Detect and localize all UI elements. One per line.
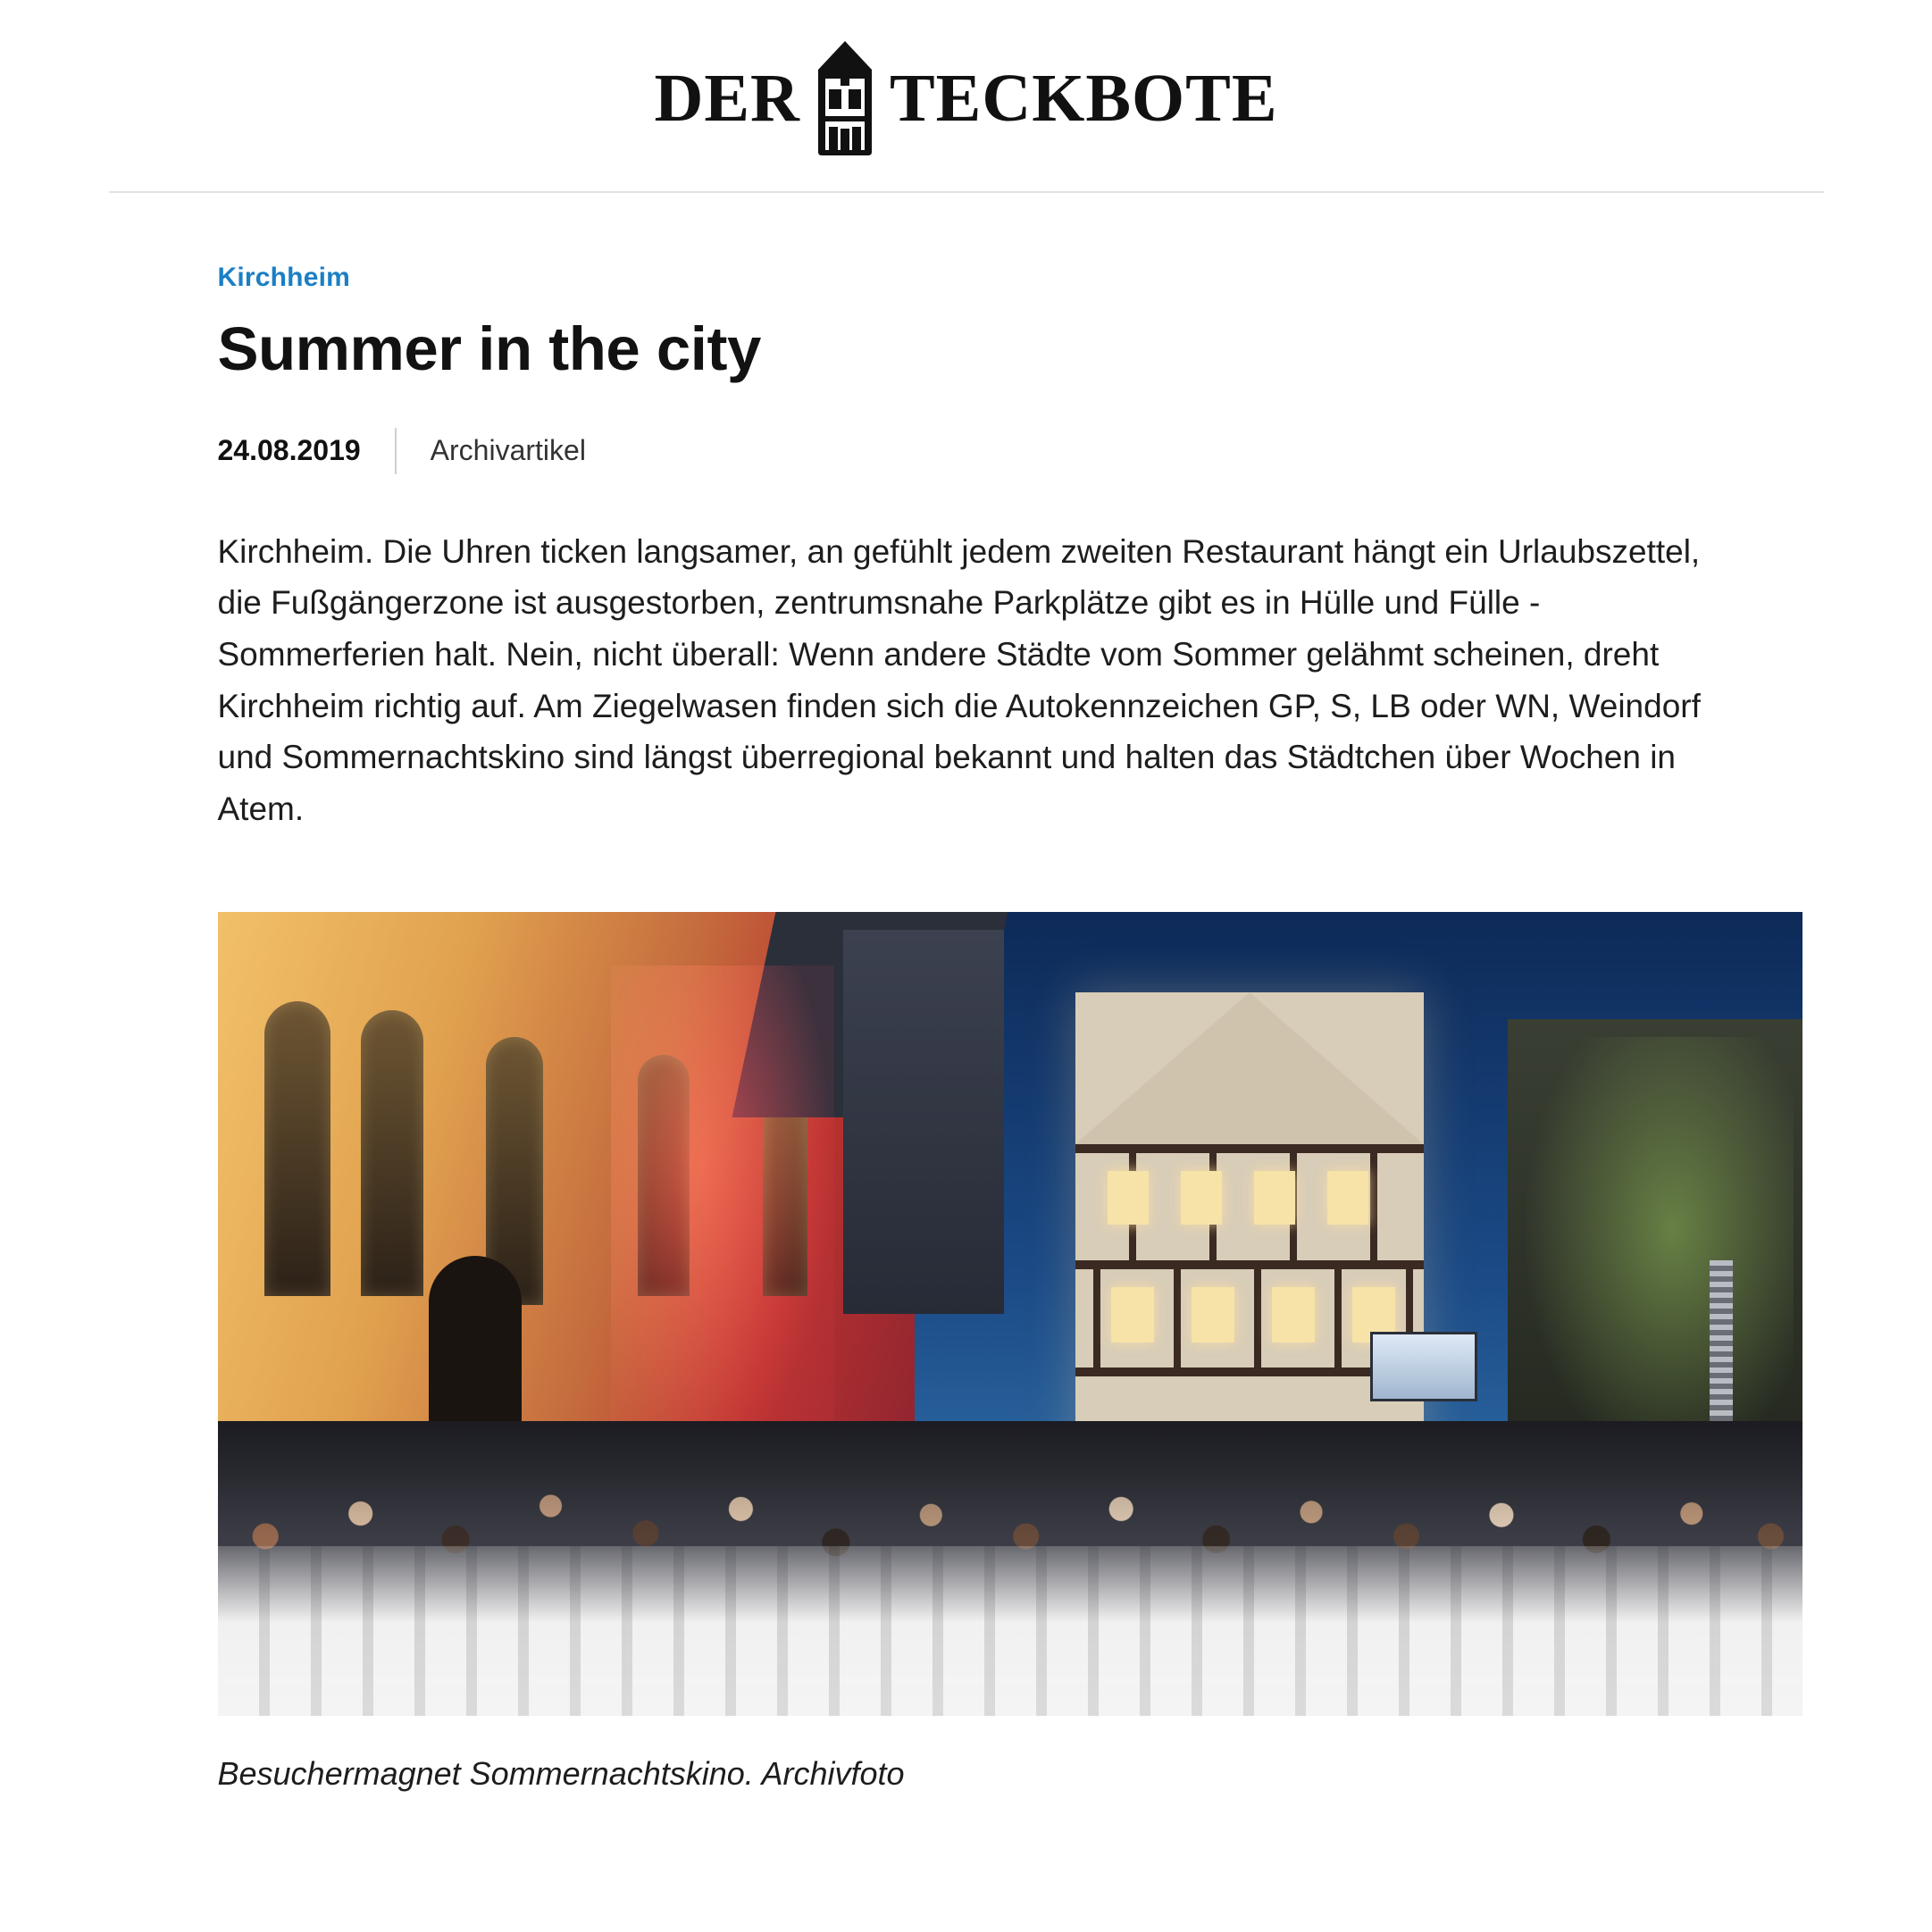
article-meta: [218, 428, 1715, 474]
meta-divider: [395, 428, 397, 474]
article-kicker-location[interactable]: Kirchheim: [217, 263, 351, 292]
photo-house-gable: [1075, 992, 1424, 1144]
house-window: [1181, 1171, 1222, 1225]
figure-caption: Besuchermagnet Sommernachtskino. Archivfoto: [217, 1754, 905, 1792]
church-window: [361, 1010, 423, 1296]
site-masthead: [0, 0, 1932, 191]
logo-word-teckbote: TECKBOTE: [889, 61, 1278, 136]
masthead-divider: [109, 191, 1824, 193]
church-window: [264, 1001, 330, 1296]
article-date: 24.08.2019: [217, 434, 361, 467]
church-portal: [429, 1256, 522, 1434]
photo-church-tower: [843, 930, 1004, 1314]
house-window: [1111, 1287, 1154, 1342]
photo-red-lighting: [611, 966, 834, 1466]
article-type-badge: Archivartikel: [430, 434, 586, 467]
house-window: [1272, 1287, 1315, 1342]
house-beam: [1334, 1269, 1342, 1367]
article-lead-paragraph: Kirchheim. Die Uhren ticken langsamer, an gefühlt jedem zweiten Restaurant hängt ein Urlaubszettel, die Fußgängerzone ist ausgestorben, zentrumsnahe Parkplätze gibt es in Hülle und Fülle - Sommerferien halt. Nein, nicht überall: Wenn andere Städte vom Sommer gelähmt scheinen, dreht Kirchheim richtig auf. Am Ziegelwasen finden sich die Autokennzeichen GP, S, LB oder WN, Weindorf und Sommernachtskino sind längst überregional bekannt und halten das Städtchen über Wochen in Atem.: [217, 532, 1701, 828]
article-container: [109, 263, 1824, 1793]
house-window: [1254, 1171, 1295, 1225]
page-title: Summer in the city: [217, 314, 761, 383]
house-beam: [1075, 1144, 1424, 1153]
house-beam: [1075, 1260, 1424, 1269]
photo-crowd-shadow: [218, 1421, 1802, 1716]
house-beam: [1093, 1269, 1100, 1367]
house-window: [1327, 1171, 1368, 1225]
house-beam: [1370, 1153, 1377, 1260]
house-beam: [1254, 1269, 1261, 1367]
site-logo[interactable]: [654, 39, 1277, 157]
tower-emblem-icon: [813, 39, 877, 157]
house-window: [1192, 1287, 1234, 1342]
article-photo: [218, 912, 1802, 1716]
photo-lit-trees: [1526, 1037, 1794, 1466]
article-figure: [218, 912, 1802, 1793]
house-beam: [1174, 1269, 1181, 1367]
photo-cinema-screen: [1370, 1332, 1477, 1401]
house-window: [1108, 1171, 1149, 1225]
logo-word-der: DER: [654, 61, 800, 136]
